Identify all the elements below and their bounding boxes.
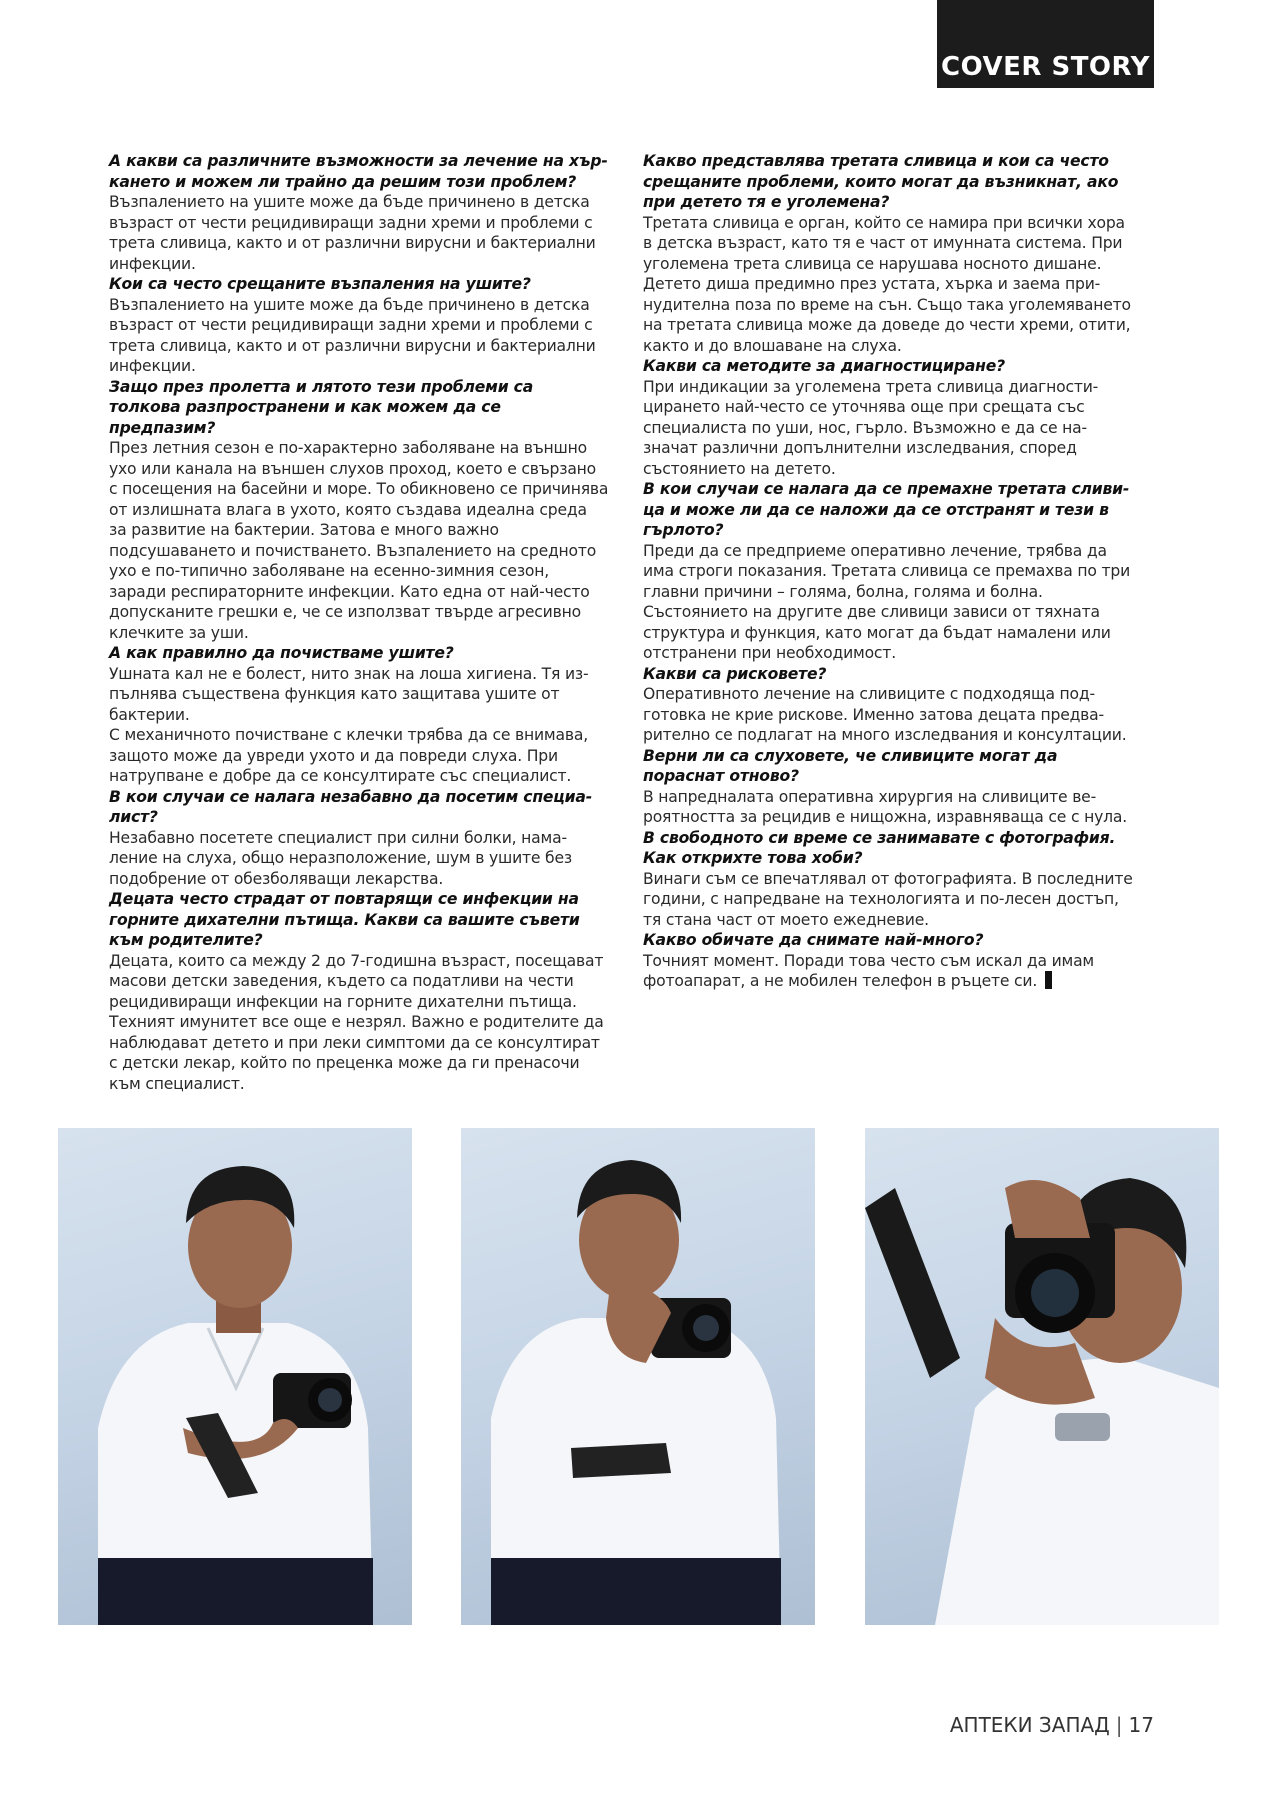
question-text: В кои случаи се налага незабавно да посетим специалист? <box>109 787 593 826</box>
interview-answer <box>643 541 1135 664</box>
interview-answer <box>109 664 609 726</box>
interview-question <box>109 787 609 828</box>
article-end-mark <box>1045 971 1052 989</box>
question-text: Какво обичате да снимате най-много? <box>643 931 984 949</box>
interview-question <box>643 664 1135 685</box>
interview-question <box>109 889 609 951</box>
question-text: В кои случаи се налага да се премахне третата сливица и може ли да се наложи да се отстранят и тези в гърлото? <box>643 480 1130 539</box>
photo-1-illustration <box>58 1128 412 1625</box>
interview-question <box>643 930 1135 951</box>
answer-text: Възпалението на ушите може да бъде причинено в детска възраст от чести рецидивиращи задни хреми и проблеми с трета сливица, както и от различни вирусни и бактериални инфекции. <box>109 295 596 375</box>
section-header-tab <box>937 0 1154 88</box>
answer-text: Винаги съм се впечатлявал от фотографията. В последните години, с напредване на технологията и по-лесен достъп, тя стана част от моето ежедневие. <box>643 869 1133 929</box>
answer-text: През летния сезон е по-характерно заболяване на външно ухо или канала на външен слухов проход, което е свързано с посещения на басейни и море. То обикновено се причинява от излишната влага в ухото, която създава идеална среда за развитие на бактерии. Затова е много важно подсушаването и почистването. Възпалението на средното ухо е по-типично заболяване на есенно-зимния сезон, заради респираторните инфекции. Като една от най-често допусканите грешки е, че се използват твърде агресивно клечките за уши. <box>109 439 609 642</box>
interview-question <box>643 479 1135 541</box>
question-text: Верни ли са слуховете, че сливиците могат да пораснат отново? <box>643 746 1058 785</box>
question-text: Какви са рисковете? <box>643 664 827 683</box>
interview-answer <box>109 828 609 890</box>
answer-text: Третата сливица е орган, който се намира при всички хора в детска възраст, като тя е част от имунната система. При уголемена трета сливица се нарушава носното дишане. <box>643 213 1125 273</box>
interview-question <box>643 828 1135 869</box>
interview-answer <box>643 274 1135 356</box>
footer-publication-name: АПТЕКИ ЗАПАД <box>949 1713 1110 1737</box>
interview-answer <box>109 295 609 377</box>
photo-3-illustration <box>865 1128 1219 1625</box>
answer-text: Незабавно посетете специалист при силни болки, намаление на слуха, общо неразположение, шум в ушите без подобрение от обезболяващи лекарства. <box>109 828 572 888</box>
answer-text: Оперативното лечение на сливиците с подходяща подготовка не крие рискове. Именно затова децата предварително се подлагат на много изследвания и консултации. <box>643 685 1127 744</box>
section-label: COVER STORY <box>941 52 1150 82</box>
interview-question <box>109 274 609 295</box>
question-text: Защо през пролетта и лятото тези проблеми са толкова разпространени и как можем да се предпазим? <box>109 377 534 437</box>
interview-answer <box>643 787 1135 828</box>
interview-answer <box>109 725 609 787</box>
question-text: Кои са често срещаните възпаления на ушите? <box>109 275 531 293</box>
photo-2-illustration <box>461 1128 815 1625</box>
interview-answer <box>643 951 1135 992</box>
footer-page-number: 17 <box>1128 1713 1154 1737</box>
answer-text: Ушната кал не е болест, нито знак на лоша хигиена. Тя изпълнява съществена функция като защитава ушите от бактерии. <box>109 664 589 724</box>
answer-text: Децата, които са между 2 до 7-годишна възраст, посещават масови детски заведения, където са податливи на чести рецидивиращи инфекции на горните дихателни пътища. Техният имунитет все още е незрял. Важно е родителите да наблюдават детето и при леки симптоми да се консултират с детски лекар, който по преценка може да ги пренасочи към специалист. <box>109 951 604 1093</box>
page-footer <box>950 1713 1154 1737</box>
interview-answer <box>643 377 1135 480</box>
interview-answer <box>109 192 609 274</box>
interview-question <box>643 151 1135 213</box>
interview-answer <box>643 213 1135 275</box>
interview-answer <box>109 438 609 643</box>
interview-answer <box>643 684 1135 746</box>
answer-text: В напредналата оперативна хирургия на сливиците вероятността за рецидив е нищожна, изравняваща се с нула. <box>643 787 1127 826</box>
interview-answer <box>109 951 609 1095</box>
article-column-left <box>109 151 609 1094</box>
interview-question <box>643 356 1135 377</box>
footer-separator: | <box>1115 1713 1123 1737</box>
answer-text: С механичното почистване с клечки трябва да се внимава, защото може да увреди ухото и да повреди слуха. При натрупване е добре да се консултирате със специалист. <box>109 726 588 785</box>
question-text: В свободното си време се занимавате с фотография. Как открихте това хоби? <box>643 828 1116 867</box>
answer-text: Детето диша предимно през устата, хърка и заема принудителна поза по време на сън. Също така уголемяването на третата сливица може да доведе до чести хреми, отити, както и до влошаване на слуха. <box>643 275 1131 355</box>
article-column-right <box>643 151 1135 992</box>
photo-portrait-2 <box>461 1128 815 1625</box>
answer-text: Възпалението на ушите може да бъде причинено в детска възраст от чести рецидивиращи задни хреми и проблеми с трета сливица, както и от различни вирусни и бактериални инфекции. <box>109 193 596 273</box>
question-text: Какво представлява третата сливица и кои са често срещаните проблеми, които могат да възникнат, ако при детето тя е уголемена? <box>643 152 1119 211</box>
photo-portrait-3 <box>865 1128 1219 1625</box>
answer-text: Точният момент. Поради това често съм искал да имам фотоапарат, а не мобилен телефон в ръцете си. <box>643 951 1094 990</box>
answer-text: Преди да се предприеме оперативно лечение, трябва да има строги показания. Третата сливица се премахва по три главни причини – голяма, болна, голяма и болна. Състоянието на другите две сливици зависи от тяхната структура и функция, като могат да бъдат намалени или отстранени при необходимост. <box>643 541 1131 662</box>
question-text: Децата често страдат от повтарящи се инфекции на горните дихателни пътища. Какви са вашите съвети към родителите? <box>109 890 580 949</box>
interview-question <box>643 746 1135 787</box>
question-text: А как правилно да почистваме ушите? <box>109 644 454 662</box>
interview-question <box>109 377 609 439</box>
photo-portrait-1 <box>58 1128 412 1625</box>
interview-question <box>109 151 609 192</box>
question-text: Какви са методите за диагностициране? <box>643 357 1005 375</box>
answer-text: При индикации за уголемена трета сливица диагностицирането най-често се уточнява още при срещата със специалиста по уши, нос, гърло. Възможно е да се назначат различни допълнителни изследвания, според състоянието на детето. <box>643 377 1099 478</box>
interview-answer <box>643 869 1135 931</box>
question-text: А какви са различните възможности за лечение на хъркането и можем ли трайно да решим този проблем? <box>109 152 608 191</box>
interview-question <box>109 643 609 664</box>
